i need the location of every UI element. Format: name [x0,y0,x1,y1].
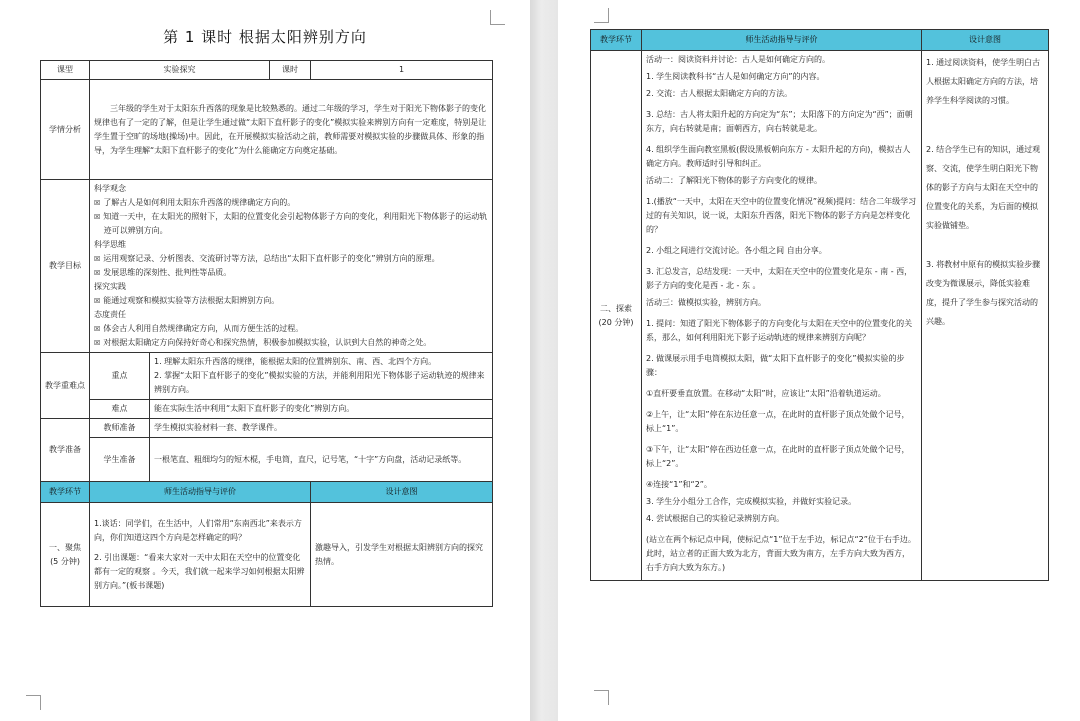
crop-mark [26,695,41,710]
stage1-activity [90,503,311,607]
lesson-type-value: 实验探究 [90,61,270,80]
crop-mark [490,10,505,25]
keypoints-label: 教学重难点 [41,353,90,419]
page-title: 第 1 课时 根据太阳辨别方向 [163,28,367,46]
stage1-item: 1.谈话：同学们，在生活中，人们常用“东南西北”来表示方向，你们知道这四个方向是怎样确定的吗？ [94,518,302,542]
header-activity: 师生活动指导与评价 [642,30,922,51]
goal-item: ☒ 知道一天中，在太阳光的照射下，太阳的位置变化会引起物体影子方向的变化，利用阳光下物体影子的运动轨迹可以辨别方向。 [94,210,488,238]
analysis-label: 学情分析 [41,80,90,180]
lesson-period-value: 1 [311,61,493,80]
stage1-intent: 激趣导入，引发学生对根据太阳辨别方向的探究热情。 [311,503,493,607]
intent-item: 3. 将教材中原有的模拟实验步骤改变为微课展示，降低实验难度，提升了学生参与探究活动的兴趣。 [926,260,1041,326]
goal-item: ☒ 体会古人利用自然规律确定方向，从而方便生活的过程。 [94,322,488,336]
activity-title: 活动三：做模拟实验，辨别方向。 [646,298,766,307]
lesson-plan-table [40,60,493,607]
goal-heading: 态度责任 [94,310,126,319]
header-stage: 教学环节 [591,30,642,51]
lesson-period-label: 课时 [270,61,311,80]
crop-mark [594,8,609,23]
stage2-label: 二、探索 (20 分钟) [591,51,642,581]
key-item: 1. 理解太阳东升西落的规律，能根据太阳的位置辨别东、南、西、北四个方向。 [154,357,437,366]
experiment-step: ②上午，让“太阳”停在东边任意一点，在此时的直杆影子顶点处做个记号，标上“1”。 [646,410,910,433]
experiment-step: ④连接“1”和“2”。 [646,480,712,489]
stage1-item: 2. 引出课题：“看来大家对一天中太阳在天空中的位置变化都有一定的观察 。今天，我们就一起来学习如何根据太阳辨别方向。”(板书课题) [94,552,305,590]
header-activity: 师生活动指导与评价 [90,482,311,503]
page-gutter [530,0,558,721]
intent-item: 1. 通过阅读资料，使学生明白古人根据太阳确定方向的方法，培养学生科学阅读的习惯。 [926,58,1041,105]
activity-step: 4. 尝试根据自己的实验记录辨别方向。 [646,514,785,523]
prep-label: 教学准备 [41,419,90,482]
goal-heading: 探究实践 [94,282,126,291]
activity-step: 1. 提问：知道了阳光下物体影子的方向变化与太阳在天空中的位置变化的关系，那么，如何利用阳光下影子运动轨迹的规律来辨别方向呢？ [646,319,913,342]
crop-mark [594,690,609,705]
goal-item: ☒ 对根据太阳确定方向保持好奇心和探究热情，积极参加模拟实验，认识到大自然的神奇之处。 [94,336,488,350]
stage2-activity [642,51,922,581]
difficulty-label: 难点 [90,400,150,419]
activity-step: 1.(播放“一天中，太阳在天空中的位置变化情况”视频)提问：结合二年级学习过的有关知识，说一说，太阳东升西落，阳光下物体的影子方向是怎样变化的？ [646,197,917,234]
header-stage: 教学环节 [41,482,90,503]
activity-step: 2. 小组之间进行交流讨论。各小组之间 自由分享。 [646,246,827,255]
activity-note: (站立在两个标记点中间，使标记点“1”位于左手边，标记点“2”位于右手边。此时，站立者的正面大致为北方，背面大致为南方，左手方向大致为西方，右手方向大致为东方。) [646,535,916,572]
goal-item: ☒ 运用观察记录、分析图表、交流研讨等方法，总结出“太阳下直杆影子的变化”辨别方向的原理。 [94,252,488,266]
student-prep-text: 一根笔直、粗细均匀的短木棍，手电筒，直尺，记号笔，“十字”方向盘，活动记录纸等。 [150,438,493,482]
goal-item: ☒ 能通过观察和模拟实验等方法根据太阳辨别方向。 [94,294,488,308]
stage2-intent [922,51,1049,581]
key-label: 重点 [90,353,150,400]
analysis-text: 三年级的学生对于太阳东升西落的现象是比较熟悉的。通过二年级的学习，学生对于阳光下物体影子的变化规律也有了一定的了解，但是让学生通过做“太阳下直杆影子的变化”模拟实验来辨别方向有一定难度，特别是让学生置于空旷的场地(操场)中。因此，在开展模拟实验活动之前，教师需要对模拟实验的步骤做具体、形象的指导，为学生理解“太阳下直杆影子的变化”为什么能确定方向奠定基础。 [90,80,493,180]
activity-step: 4. 组织学生面向教室黑板(假设黑板朝向东方 - 太阳升起的方向)，模拟古人确定方向。教师适时引导和纠正。 [646,145,911,168]
document-page-left [0,0,530,721]
goal-item: ☒ 发展思维的深刻性、批判性等品质。 [94,266,488,280]
experiment-step: ①直杆要垂直放置。在移动“太阳”时，应该让“太阳”沿着轨道运动。 [646,389,886,398]
goals-label: 教学目标 [41,180,90,353]
difficulty-text: 能在实际生活中利用“太阳下直杆影子的变化”辨别方向。 [150,400,493,419]
activity-step: 3. 总结：古人将太阳升起的方向定为“东”；太阳落下的方向定为“西”；面朝东方，向右转就是南；面朝西方，向右转就是北。 [646,110,913,133]
key-item: 2. 掌握“太阳下直杆影子的变化”模拟实验的方法，并能利用阳光下物体影子运动轨迹的规律来辨别方向。 [154,371,485,394]
header-intent: 设计意图 [922,30,1049,51]
header-intent: 设计意图 [311,482,493,503]
lesson-type-label: 课型 [41,61,90,80]
activity-title: 活动二：了解阳光下物体的影子方向变化的规律。 [646,176,822,185]
activity-step: 3. 汇总发言，总结发现：一天中，太阳在天空中的位置变化是东 - 南 - 西，影子方向的变化是西 - 北 - 东 。 [646,267,913,290]
goal-heading: 科学思维 [94,240,126,249]
activity-step: 2. 做课展示用手电筒模拟太阳，做“太阳下直杆影子的变化”模拟实验的步骤： [646,354,905,377]
student-prep-label: 学生准备 [90,438,150,482]
activity-step: 3. 学生分小组分工合作，完成模拟实验，并做好实验记录。 [646,497,857,506]
intent-item: 2. 结合学生已有的知识，通过观察、交流，使学生明白阳光下物体的影子方向与太阳在天空中的位置变化的关系，为后面的模拟实验做铺垫。 [926,145,1041,230]
teacher-prep-text: 学生模拟实验材料一套、教学课件。 [150,419,493,438]
document-page-right [558,0,1080,721]
activity-title: 活动一：阅读资料并讨论：古人是如何确定方向的。 [646,55,830,64]
experiment-step: ③下午，让“太阳”停在西边任意一点，在此时的直杆影子顶点处做个记号，标上“2”。 [646,445,910,468]
activity-step: 1. 学生阅读教科书“古人是如何确定方向”的内容。 [646,72,825,81]
goal-heading: 科学观念 [94,184,126,193]
key-content [150,353,493,400]
stage1-label: 一、聚焦 (5 分钟) [41,503,90,607]
goal-item: ☒ 了解古人是如何利用太阳东升西落的规律确定方向的。 [94,196,488,210]
activity-step: 2. 交流：古人根据太阳确定方向的方法。 [646,89,793,98]
teacher-prep-label: 教师准备 [90,419,150,438]
lesson-plan-table-continued [590,29,1049,581]
goals-content [90,180,493,353]
